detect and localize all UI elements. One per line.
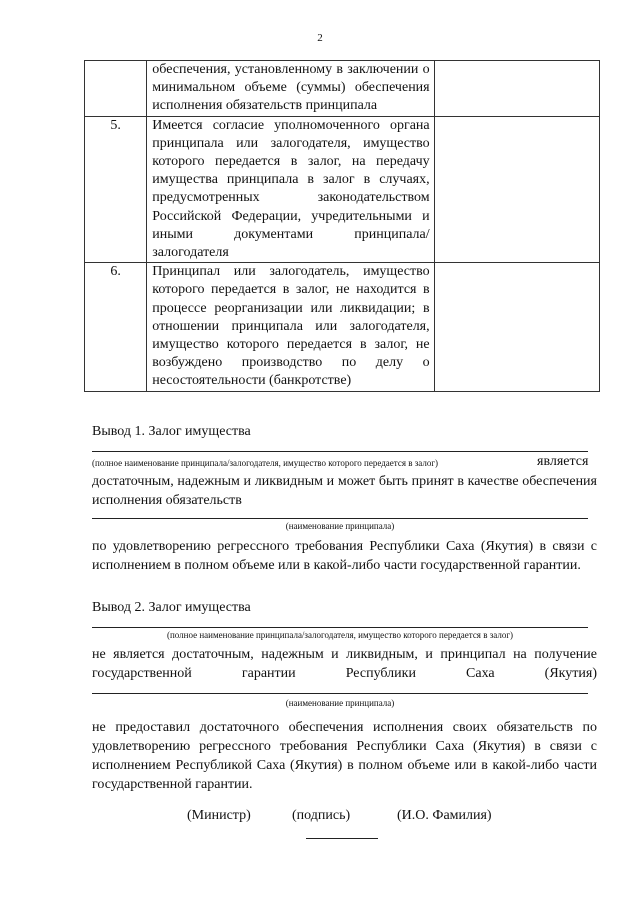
row-value-cell: [434, 263, 599, 391]
pledgor-name-line-2: [92, 627, 588, 628]
conclusion2-not-provided-text: не предоставил достаточного обеспечения исполнения своих обязательств по удовлетворению регрессного требования Республики Саха (Якутия) в связи с исполнением Республикой Саха (Якутия) в полном объеме или в какой-либо части государственной гарантии.: [92, 720, 597, 792]
word-is: является: [537, 454, 589, 469]
conclusion1-text: достаточным, надежным и ликвидным и может быть принят в качестве обеспечения исполнения обязательств: [92, 474, 597, 508]
principal-caption-1: (наименование принципала): [285, 521, 395, 531]
row-value-cell: [434, 116, 599, 263]
page-number: 2: [317, 32, 323, 44]
minister-label: (Министр): [187, 808, 251, 823]
pledgor-caption-1: (полное наименование принципала/залогодателя, имущество которого передается в залог): [92, 458, 439, 468]
row-number: 5.: [85, 116, 147, 263]
pledgor-name-line-1: [92, 451, 588, 452]
conclusion2-text: не является достаточным, надежным и ликвидным, и принципал на получение государственной гарантии Республики Саха (Якутия): [92, 647, 597, 681]
conclusion1-regress-text: по удовлетворению регрессного требования Республики Саха (Якутия) в связи с исполнением в полном объеме или в какой-либо части государственной гарантии.: [92, 539, 597, 573]
table-row: [85, 61, 600, 117]
conclusion1-heading: Вывод 1. Залог имущества: [92, 424, 251, 439]
row-value-cell: [434, 61, 599, 117]
row-text: Имеется согласие уполномоченного органа принципала или залогодателя, имущество которого передается в залог, на передачу имущества принципала в залог в случаях, предусмотренных законодательством Российской Федерации, учредительными и иными документами принципала/залогодателя: [152, 117, 430, 261]
row-number: 6.: [85, 263, 147, 391]
row-text: Принципал или залогодатель, имущество которого передается в залог, не находится в процессе реорганизации или ликвидации; в отношении принципала или залогодателя, имущество которого передается в залог, не возбуждено производство по делу о несостоятельности (банкротстве): [152, 264, 430, 389]
signature-line: [306, 838, 378, 839]
conclusion2-heading: Вывод 2. Залог имущества: [92, 600, 251, 615]
criteria-table: [84, 60, 600, 392]
principal-name-line-1: [92, 518, 588, 519]
full-name-label: (И.О. Фамилия): [397, 808, 492, 823]
pledgor-caption-2: (полное наименование принципала/залогодателя, имущество которого передается в залог): [166, 630, 514, 640]
table-row: [85, 263, 600, 391]
table-row: [85, 116, 600, 263]
principal-caption-2: (наименование принципала): [285, 698, 395, 708]
row-number: [85, 61, 147, 117]
row-text: обеспечения, установленному в заключении о минимальном объеме (суммы) обеспечения исполнения обязательств принципала: [152, 62, 430, 114]
signature-label: (подпись): [292, 808, 351, 823]
principal-name-line-2: [92, 693, 588, 694]
